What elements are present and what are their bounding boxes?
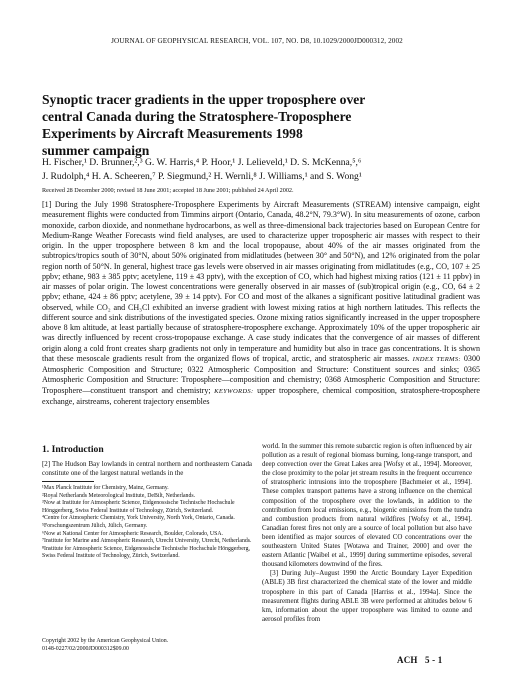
footnote: ⁶Now at National Center for Atmospheric Research, Boulder, Colorado, USA. (42, 530, 223, 537)
footnote: ⁵Forschungszentrum Jülich, Jülich, Germany. (42, 522, 148, 529)
title-line: Experiments by Aircraft Measurements 1998 (42, 126, 303, 141)
left-column-text: [2] The Hudson Bay lowlands in central northern and northeastern Canada constitute one of the largest natural wetlands in the (42, 460, 252, 478)
paragraph: world. In the summer this remote subarctic region is often influenced by air pollution as a result of regional biomass burning, long-range transport, and deep convection over the Great Lakes area [Wofsy et al., 1994]. Moreover, the close proximity to the polar jet stream results in the frequent occurrence of stratospheric intrusions into the troposphere [Bachmeier et al., 1994]. These complex transport patterns have a strong influence on the chemical composition of the troposphere over the lowlands, in addition to the contribution from local emissions, e.g., biogenic emissions from the tundra and combustion products from natural wildfires [Wofsy et al., 1994]. Canadian forest fires not only are a source of local pollution but also have been identified as major sources of elevated CO concentrations over the southeastern United States [Wotawa and Trainer, 2000] and over the eastern Atlantic [Waibel et al., 1999] during summertime episodes, several thousand kilometers downwind of the fires. (262, 442, 472, 569)
copyright-line: 0148-0227/02/2000JD000312$09.00 (42, 645, 129, 652)
author-line: H. Fischer,¹ D. Brunner,²,³ G. W. Harris,⁴ P. Hoor,¹ J. Lelieveld,¹ D. S. McKenna,⁵,⁶ (42, 157, 362, 168)
abstract (42, 200, 480, 407)
received-dates: Received 28 December 2000; revised 18 June 2001; accepted 18 June 2001; published 24 April 2002. (42, 187, 294, 194)
footnote: ⁸Institute for Atmospheric Science, Eidgenossische Technische Hochschule Hönggerberg, Swiss Federal Institute of Technology, Zürich, Switzerland. (42, 545, 250, 560)
author-list (42, 156, 482, 183)
keywords-label: KEYWORDS: (214, 387, 254, 395)
title-line: central Canada during the Stratosphere-Troposphere (42, 109, 352, 124)
paragraph: [3] During July–August 1990 the Arctic Boundary Layer Expedition (ABLE) 3B first characterized the chemical state of the lower and middle troposphere in this part of Canada [Harriss et al., 1994a]. Since the measurement flights during ABLE 3B were performed at altitudes below 6 km, information about the upper troposphere was limited to ozone and aerosol profiles from (262, 569, 472, 623)
title-line: Synoptic tracer gradients in the upper troposphere over (42, 92, 366, 107)
right-column-text (262, 442, 472, 624)
affiliation-footnotes (42, 485, 252, 561)
copyright-notice (42, 638, 252, 653)
keywords: upper troposphere, chemical composition, stratosphere-troposphere exchange, airstreams, coherent trajectory ensembles (42, 385, 481, 406)
footnote: ¹Max Planck Institute for Chemistry, Mainz, Germany. (42, 485, 169, 491)
journal-header: JOURNAL OF GEOPHYSICAL RESEARCH, VOL. 107, NO. D8, 10.1029/2000JD000312, 2002 (111, 37, 403, 45)
index-terms: 0300 Atmospheric Composition and Structure; 0322 Atmospheric Composition and Structure: Constituent sources and sinks; 0365 Atmospheric Composition and Structure: Troposphere—composition and chemistry; 0368 Atmospheric Composition and Structure: Troposphere—constituent transport and chemistry; (42, 353, 480, 395)
title-line: summer campaign (42, 143, 150, 158)
author-line: J. Rudolph,⁴ H. A. Scheeren,⁷ P. Siegmund,² H. Wernli,⁸ J. Williams,¹ and S. Wong¹ (42, 170, 362, 182)
page-number: ACH 5 - 1 (397, 655, 443, 665)
abstract-text: [1] During the July 1998 Stratosphere-Troposphere Experiments by Aircraft Measurements (STREAM) intensive campaign, eight measurement flights were conducted from Timmins airport (Ontario, Canada, 48.2°N, 79.3°W). In situ measurements of ozone, carbon monoxide, carbon dioxide, and nonmethane hydrocarbons, as well as three-dimensional back trajectories based on European Centre for Medium-Range Weather Forecasts wind field analyses, are used to characterize upper tropospheric air masses with respect to their origin. In the upper troposphere between 8 km and the local tropopause, about 40% of the air masses originated from the subtropics/tropics south of 30°N, about 50% originated from midlatitudes (between 30° and 50°N), and 12% originated from the polar region north of 50°N. In general, highest trace gas levels were observed in air masses originating from midlatitudes (e.g., CO, 107 ± 25 ppbv; ethane, 983 ± 385 pptv; acetylene, 119 ± 43 pptv), with the exception of CO, which had highest mixing ratios (121 ± 11 ppbv) in air masses of polar origin. The lowest concentrations were generally observed in air masses of (sub)tropical origin (e.g., CO, 64 ± 2 ppbv; ethane, 424 ± 86 pptv; acetylene, 39 ± 14 pptv). For CO and most of the alkanes a significant positive latitudinal gradient was observed, while CO₂ and CH₃Cl exhibited an inverse gradient with lowest mixing ratios at high northern latitudes. This reflects the different source and sink distributions of the investigated species. Ozone mixing ratios significantly increased in the upper troposphere above 8 km altitude, at least partially because of stratosphere-troposphere exchange. Approximately 10% of the upper tropospheric air was directly influenced by recent cross-tropopause exchange. A case study indicates that the convergence of air masses of different origin along a cold front creates sharp gradients not only in temperature and humidity but also in trace gas concentrations. It is shown that these mesoscale gradients result from the organized flows of tropical, arctic, and stratospheric air masses. (42, 200, 480, 363)
section-heading-introduction: 1. Introduction (42, 444, 104, 455)
footnote: ³Now at Institute for Atmospheric Science, Eidgenossische Technische Hochschule Hönggerberg, Swiss Federal Institute of Technology, Zürich, Switzerland. (42, 500, 235, 514)
footnote: ⁷Institute for Marine and Atmospheric Research, Utrecht University, Utrecht, Netherlands. (42, 538, 252, 545)
copyright-line: Copyright 2002 by the American Geophysical Union. (42, 638, 169, 644)
index-terms-label: INDEX TERMS: (412, 355, 461, 363)
article-title (42, 91, 462, 159)
footnote: ⁴Centre for Atmospheric Chemistry, York University, North York, Ontario, Canada. (42, 515, 235, 522)
footnote: ²Royal Netherlands Meteorological Institute, DeBilt, Netherlands. (42, 492, 196, 499)
footnote-divider (42, 481, 94, 482)
